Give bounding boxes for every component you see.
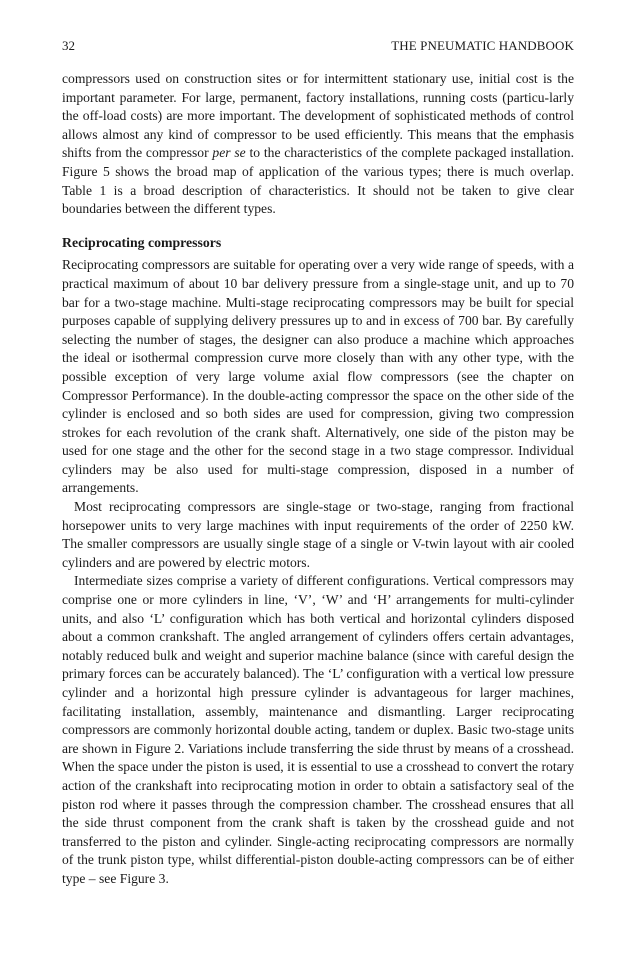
intro-text-part-2: to the characteristics of the complete packaged installation. Figure 5 shows the broad map of application of the various types; there is much overlap. Table 1 is a broad description of characteristics. It should not be taken to give clear boundaries between the different types. xyxy=(62,145,575,217)
body-text xyxy=(62,70,574,889)
intro-text-part-1: compressors used on construction sites or for intermittent stationary use, initial cost is the important parameter. For large, permanent, factory installations, running costs (particu-larly the off-load costs) are more important. The development of sophisticated methods of control allows almost any kind of compressor to be used efficiently. This means that the emphasis shifts from the compressor xyxy=(62,71,574,161)
page-header xyxy=(62,38,574,56)
paragraph-reciprocating-overview: Reciprocating compressors are suitable for operating over a very wide range of speeds, with a practical maximum of about 10 bar delivery pressure from a single-stage unit, and up to 70 bar for a two-stage machine. Multi-stage reciprocating compressors may be built for special purposes capable of supplying delivery pressures up to and in excess of 700 bar. By carefully selecting the number of stages, the designer can also produce a machine which approaches the ideal or isothermal compression curve more closely than with any other type, with the possible exception of very large volume axial flow compressors (see the chapter on Compressor Performance). In the double-acting compressor the space on the other side of the cylinder is enclosed and so both sides are used for compression, giving two compression strokes for each revolution of the crank shaft. Alternatively, one side of the piston may be used for one stage and the other for the second stage in a two stage compressor. Individual cylinders may be also used for multi-stage compression, disposed in a number of arrangements. xyxy=(62,257,574,496)
book-page xyxy=(62,38,574,889)
section-heading: Reciprocating compressors xyxy=(62,234,222,250)
page-number: 32 xyxy=(62,38,75,53)
intro-paragraph xyxy=(62,70,574,219)
paragraph-intermediate-sizes: Intermediate sizes comprise a variety of different configurations. Vertical compressors may comprise one or more cylinders in line, ‘V’, ‘W’ and ‘H’ arrangements for multi-cylinder units, and also ‘L’ configuration which has both vertical and horizontal cylinders disposed about a common crankshaft. The angled arrangement of cylinders offers certain advantages, notably reduced bulk and weight and superior machine balance (since with careful design the primary forces can be accurately balanced). The ‘L’ configuration with a vertical low pressure cylinder and a horizontal high pressure cylinder is advantageous for larger machines, facilitating installation, assembly, maintenance and dismantling. Larger reciprocating compressors are commonly horizontal double acting, tandem or duplex. Basic two-stage units are shown in Figure 2. Variations include transferring the side thrust by means of a crosshead. When the space under the piston is used, it is essential to use a crosshead to convert the rotary action of the crankshaft into reciprocating motion in order to obtain a satisfactory seal of the piston rod where it passes through the compression chamber. The crosshead ensures that all the side thrust component from the crank shaft is taken by the crosshead guide and not transferred to the piston and cylinder. Single-acting reciprocating compressors are normally of the trunk piston type, whilst differential-piston double-acting compressors can be of either type – see Figure 3. xyxy=(62,573,574,886)
running-title: THE PNEUMATIC HANDBOOK xyxy=(391,38,574,53)
intro-italic-term: per se xyxy=(212,145,246,161)
paragraph-single-two-stage: Most reciprocating compressors are single-stage or two-stage, ranging from fractional horsepower units to very large machines with input requirements of the order of 2250 kW. The smaller compressors are usually single stage of a single or V-twin layout with air cooled cylinders and are powered by electric motors. xyxy=(62,499,574,570)
